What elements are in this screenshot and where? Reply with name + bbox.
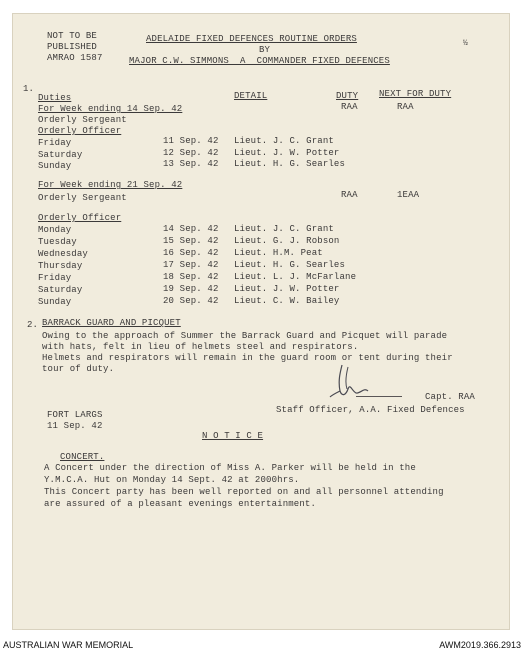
roster-date: 11 Sep. 42 xyxy=(163,136,219,146)
week-1-heading: For Week ending 14 Sep. 42 xyxy=(38,104,183,114)
corner-mark: ½ xyxy=(463,39,468,48)
body-line: tour of duty. xyxy=(42,364,115,374)
roster-officer: Lieut. H.M. Peat xyxy=(234,248,323,258)
week-2-orderly-sergeant: Orderly Sergeant xyxy=(38,193,127,203)
duty-raa: RAA xyxy=(341,102,358,112)
roster-day: Sunday xyxy=(38,297,72,307)
notice-line: are assured of a pleasant evenings entertainment. xyxy=(44,499,316,509)
roster-officer: Lieut. C. W. Bailey xyxy=(234,296,340,306)
roster-day: Tuesday xyxy=(38,237,77,247)
notice-heading: N O T I C E xyxy=(202,431,264,441)
commander-line: MAJOR C.W. SIMMONS A COMMANDER FIXED DEFENCES xyxy=(129,56,390,66)
roster-officer: Lieut. G. J. Robson xyxy=(234,236,340,246)
next-raa: RAA xyxy=(397,102,414,112)
roster-date: 13 Sep. 42 xyxy=(163,159,219,169)
week-2-heading: For Week ending 21 Sep. 42 xyxy=(38,180,183,190)
roster-officer: Lieut. H. G. Searles xyxy=(234,159,346,169)
roster-officer: Lieut. L. J. McFarlane xyxy=(234,272,357,282)
concert-heading: CONCERT. xyxy=(60,452,105,462)
week-1-orderly-sergeant: Orderly Sergeant xyxy=(38,115,127,125)
duties-heading: Duties xyxy=(38,93,72,103)
roster-date: 14 Sep. 42 xyxy=(163,224,219,234)
roster-officer: Lieut. J. C. Grant xyxy=(234,224,334,234)
roster-date: 15 Sep. 42 xyxy=(163,236,219,246)
date: 11 Sep. 42 xyxy=(47,421,103,431)
roster-day: Friday xyxy=(38,138,72,148)
week-2-duty: RAA xyxy=(341,190,358,200)
roster-day: Wednesday xyxy=(38,249,88,259)
notice-line: This Concert party has been well reported on and all personnel attending xyxy=(44,487,444,497)
accession-number: AWM2019.366.2913 xyxy=(439,640,521,650)
roster-day: Monday xyxy=(38,225,72,235)
body-line: Helmets and respirators will remain in the guard room or tent during their xyxy=(42,353,453,363)
place: FORT LARGS xyxy=(47,410,103,420)
roster-date: 18 Sep. 42 xyxy=(163,272,219,282)
title-by: BY xyxy=(259,45,271,55)
roster-officer: Lieut. H. G. Searles xyxy=(234,260,346,270)
roster-officer: Lieut. J. W. Potter xyxy=(234,148,340,158)
roster-date: 19 Sep. 42 xyxy=(163,284,219,294)
week-2-next-for-duty: 1EAA xyxy=(397,190,420,200)
notice-line: Y.M.C.A. Hut on Monday 14 Sept. 42 at 2000hrs. xyxy=(44,475,300,485)
body-line: Owing to the approach of Summer the Barrack Guard and Picquet will parade xyxy=(42,331,448,341)
barrack-guard-heading: BARRACK GUARD AND PICQUET xyxy=(42,318,181,328)
ref-line-3: AMRAO 1587 xyxy=(47,53,103,63)
section-2-number: 2. xyxy=(27,320,39,330)
roster-date: 12 Sep. 42 xyxy=(163,148,219,158)
week-1-orderly-officer: Orderly Officer xyxy=(38,126,122,136)
roster-day: Saturday xyxy=(38,285,83,295)
body-line: with hats, felt in lieu of helmets steel and respirators. xyxy=(42,342,359,352)
roster-day: Saturday xyxy=(38,150,83,160)
detail-heading: DETAIL xyxy=(234,91,268,101)
archive-name: AUSTRALIAN WAR MEMORIAL xyxy=(3,640,134,650)
signature-line xyxy=(356,396,402,397)
notice-line: A Concert under the direction of Miss A. Parker will be held in the xyxy=(44,463,416,473)
routine-orders-title: ADELAIDE FIXED DEFENCES ROUTINE ORDERS xyxy=(146,34,357,44)
roster-day: Sunday xyxy=(38,161,72,171)
roster-date: 20 Sep. 42 xyxy=(163,296,219,306)
archive-caption-bar xyxy=(0,637,525,653)
roster-date: 16 Sep. 42 xyxy=(163,248,219,258)
signatory-title: Staff Officer, A.A. Fixed Defences xyxy=(276,405,465,415)
roster-officer: Lieut. J. C. Grant xyxy=(234,136,334,146)
duty-heading: DUTY xyxy=(336,91,359,101)
week-2-orderly-officer: Orderly Officer xyxy=(38,213,122,223)
ref-line-2: PUBLISHED xyxy=(47,42,97,52)
signatory-rank: Capt. RAA xyxy=(425,392,475,402)
roster-officer: Lieut. J. W. Potter xyxy=(234,284,340,294)
section-1-number: 1. xyxy=(23,84,35,94)
roster-day: Friday xyxy=(38,273,72,283)
roster-day: Thursday xyxy=(38,261,83,271)
ref-line-1: NOT TO BE xyxy=(47,31,97,41)
roster-date: 17 Sep. 42 xyxy=(163,260,219,270)
next-for-duty-heading: NEXT FOR DUTY xyxy=(379,89,452,99)
